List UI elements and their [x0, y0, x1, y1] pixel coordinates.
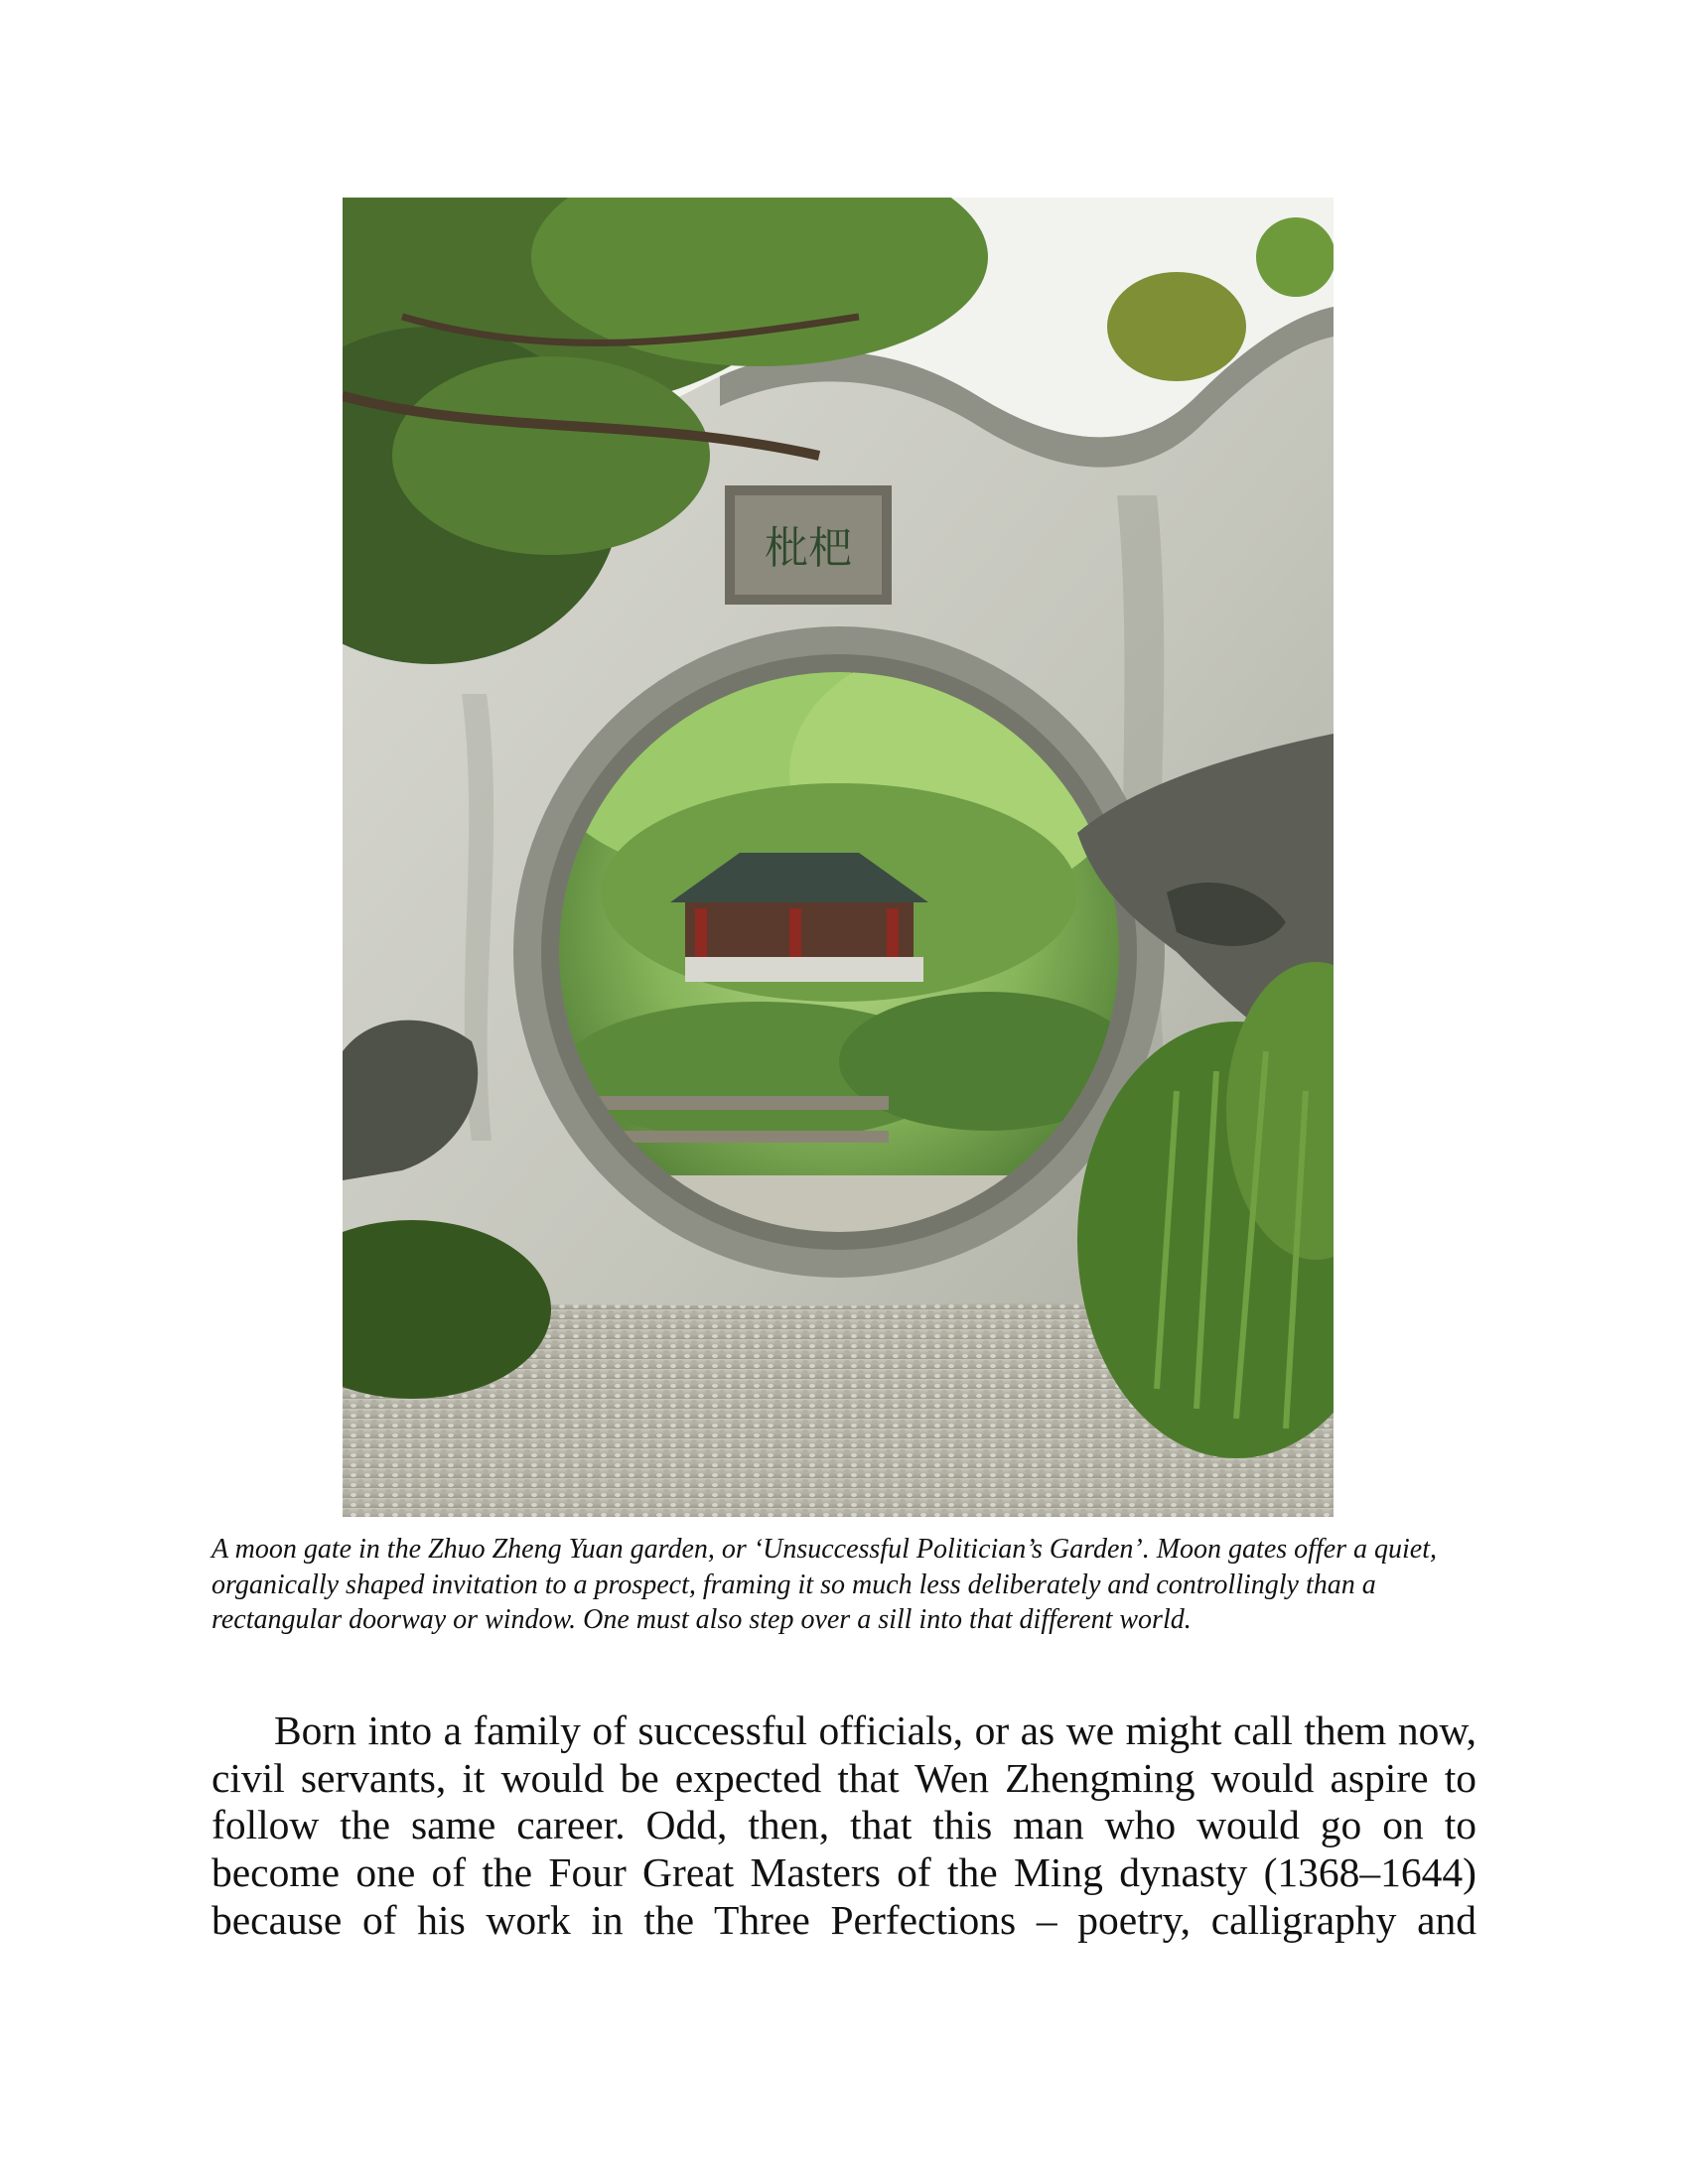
plaque-inscription: 枇杷 [765, 523, 852, 574]
moon-gate-photo [343, 198, 1334, 1517]
moon-gate-illustration [343, 198, 1334, 1517]
figure-caption: A moon gate in the Zhuo Zheng Yuan garden, or ‘Unsuccessful Politician’s Garden’. Moon gates offer a quiet, organically shaped invitation to a prospect, framing it so much less deliberately and controllingly than a rectangular doorway or window. One must also step over a sill into that different world. [211, 1534, 1438, 1635]
body-paragraph: Born into a family of successful officials, or as we might call them now, civil servants, it would be expected that Wen Zhengming would aspire to follow the same career. Odd, then, that this man who would go on to become one of the Four Great Masters of the Ming dynasty (1368–1644) because of his work in the Three Perfections – poetry, calligraphy and [211, 1707, 1477, 1943]
